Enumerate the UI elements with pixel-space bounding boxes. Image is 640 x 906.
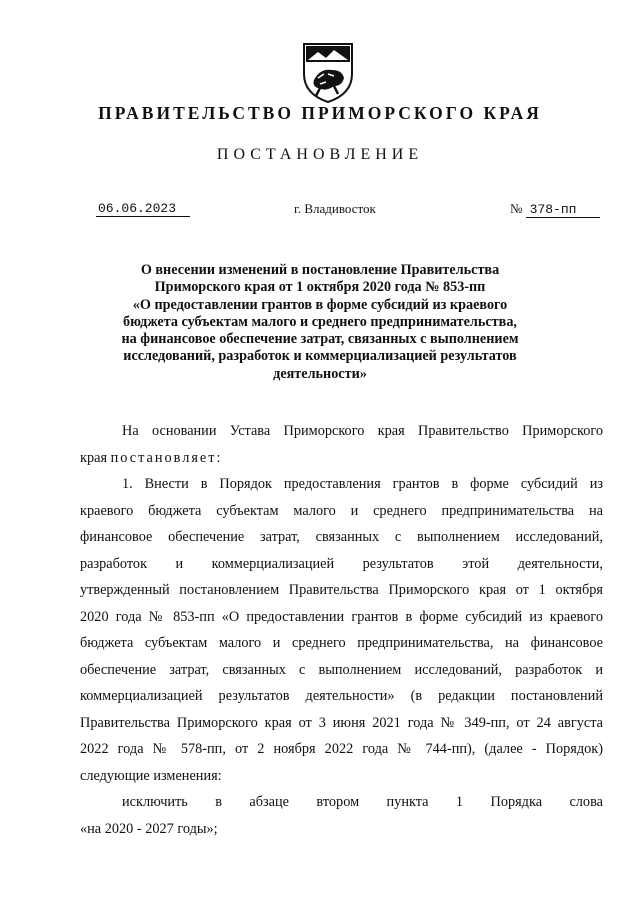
change-line: «на 2020 - 2027 годы»; (80, 820, 218, 837)
subject-line: Приморского края от 1 октября 2020 года № 853-пп (154, 279, 486, 296)
decree-subject (90, 262, 550, 383)
item1-line: 2022 года № 578-пп, от 2 ноября 2022 года № 744-пп), (далее - Порядок) (80, 741, 603, 757)
coat-of-arms-icon (298, 40, 358, 104)
decree-body (80, 418, 603, 842)
item1-line: Правительства Приморского края от 3 июня 2021 года № 349-пп, от 24 августа (80, 714, 603, 731)
item1-line: 1. Внести в Порядок предоставления грантов в форме субсидий из (122, 476, 603, 492)
item1-line: коммерциализацией результатов деятельности» (в редакции постановлений (80, 688, 603, 704)
number-sign: № (510, 201, 523, 216)
subject-line: на финансовое обеспечение затрат, связанных с выполнением (121, 331, 519, 348)
decree-city: г. Владивосток (294, 201, 376, 216)
item1-line: утвержденный постановлением Правительства Приморского края от 1 октября (80, 582, 603, 598)
preamble-line: На основании Устава Приморского края Правительство Приморского (122, 423, 603, 439)
decree-number (510, 201, 600, 218)
number-value: 378-пп (526, 202, 600, 218)
document-type: ПОСТАНОВЛЕНИЕ (216, 146, 424, 163)
item1-line: обеспечение затрат, связанных с выполнением исследований, разработок и (80, 661, 603, 678)
item1-line: финансовое обеспечение затрат, связанных с выполнением исследований, (80, 529, 603, 545)
item1-line: следующие изменения: (80, 767, 222, 784)
item1-line: краевого бюджета субъектам малого и среднего предпринимательства на (80, 502, 603, 519)
government-title: ПРАВИТЕЛЬСТВО ПРИМОРСКОГО КРАЯ (98, 103, 542, 123)
item1-line: бюджета субъектам малого и среднего предпринимательства, на финансовое (80, 635, 603, 651)
item1-line: разработок и коммерциализацией результатов этой деятельности, (80, 555, 603, 572)
subject-line: О внесении изменений в постановление Правительства (140, 262, 500, 278)
subject-line: «О предоставлении грантов в форме субсидий из краевого (132, 296, 508, 313)
change-line: исключить в абзаце втором пункта 1 Порядка слова (122, 794, 603, 810)
subject-line: исследований, разработок и коммерциализацией результатов (123, 348, 517, 365)
subject-line: бюджета субъектам малого и среднего предпринимательства, (123, 313, 517, 330)
decree-date: 06.06.2023 (96, 201, 190, 217)
item1-line: 2020 года № 853-пп «О предоставлении грантов в форме субсидий из краевого (80, 608, 603, 625)
resolves-word: постановляет: (110, 449, 223, 466)
preamble-prefix: края (80, 449, 111, 466)
preamble-line (80, 445, 603, 472)
subject-line: деятельности» (273, 365, 367, 382)
